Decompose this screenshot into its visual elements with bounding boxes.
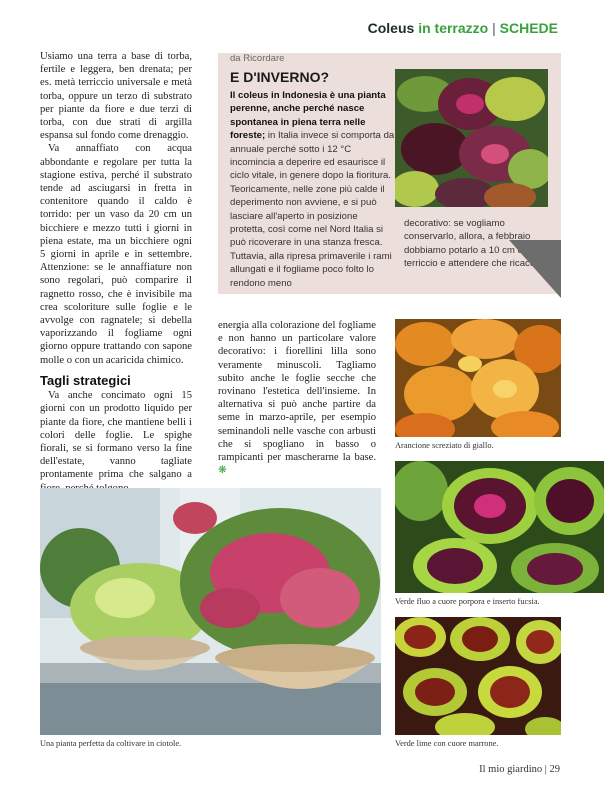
paragraph-continuation — [218, 319, 376, 477]
page-number: 29 — [549, 764, 560, 775]
article-column-2 — [218, 319, 376, 477]
box-kicker: da Ricordare — [230, 53, 285, 64]
header-section: SCHEDE — [499, 20, 558, 36]
magazine-name: Il mio giardino — [479, 764, 543, 775]
header-separator: | — [492, 20, 496, 36]
box-lead: Il coleus in Indonesia è una pianta perenne, anche perché nasce spontanea in piena terra nelle foreste; — [230, 90, 386, 142]
article-column-1 — [40, 50, 192, 367]
box-text-continued: decorativo: se vogliamo conservarlo, allora, a febbraio dobbiamo potarlo a 10 cm dal terriccio e attendere che ricacci. — [404, 218, 540, 270]
paragraph-fertilizing: Va anche concimato ogni 15 giorni con un prodotto liquido per piante da fiore, che mantiene belli i colori delle foglie. Le spighe fiorali, se si formano verso la fine dell'estate, vanno tagliate prontamente prima che salgano a — [40, 390, 192, 481]
caption-bowls: Una pianta perfetta da coltivare in ciotole. — [40, 739, 182, 748]
page-footer — [479, 764, 560, 775]
box-text — [230, 89, 395, 290]
caption-lime: Verde lime con cuore marrone. — [395, 739, 499, 748]
caption-orange: Arancione screziato di giallo. — [395, 441, 494, 450]
photo-coleus-bowls — [40, 488, 381, 735]
paragraph-watering: Va annaffiato con acqua abbondante e regolare per tutta la stagione estiva, perché il substrato tende ad asciugarsi in fretta in contenitore quando il caldo è torrido: per un vaso da 20 cm un bicchiere e mezzo tutti i giorni in piena estate, ma un bicchiere ogni 5 giorni in aprile e in settembre. Attenzione: se le annaffiature non sono regolari, può comparire il ragnetto rosso, che è invisibile ma crea scoloriture sulle foglie e le avvolge con ragnatele; si debella vaporizzando il fogliame ogni giorno oppure trattando con sapone molle o con un acaricida chimico. — [40, 143, 192, 366]
section-header — [368, 20, 558, 36]
paragraph-soil: Usiamo una terra a base di torba, fertile e leggera, ben drenata; per es. metà terriccio universale e metà torba, oppure un terzo di substrato per piante da fiore e due terzi di torba, con due strati di argilla espansa sul fondo come drenaggio. — [40, 51, 192, 142]
article-column-1-lower — [40, 374, 192, 495]
photo-orange-coleus — [395, 319, 561, 437]
caption-purple: Verde fluo a cuore porpora e inserto fucsia. — [395, 597, 540, 606]
header-topic: in terrazzo — [418, 20, 489, 36]
box-body: in Italia invece si comporta da annuale perché sotto i 12 °C incomincia a deperire ed esaurisce il ciclo vitale, in genere dopo la fioritura. Teoricamente, nelle zone più calde il deperimento non avviene, e si può lasciare all'aperto in posizione protetta, così come nel Nord Italia si può ricoverare in una stanza fresca. Tuttavia, alla ripresa primaverile i rami allungati e il fogliame poco folto lo rendono meno — [230, 130, 395, 289]
end-mark-icon: ❋ — [218, 465, 227, 477]
box-photo — [395, 69, 548, 207]
photo-lime-coleus — [395, 617, 561, 735]
corner-fold — [509, 240, 561, 298]
footer-separator: | — [544, 764, 547, 775]
photo-purple-coleus — [395, 461, 604, 593]
subheading-tagli: Tagli strategici — [40, 373, 131, 388]
header-plant: Coleus — [367, 20, 415, 36]
box-title: E D'INVERNO? — [230, 69, 330, 85]
paragraph-continuation-text: energia alla colorazione del fogliame e non hanno un particolare valore decorativo: i fiorellini lilla sono veramente minuscoli. Tagliamo subito anche le foglie secche che rovinano l'estetica dell'insieme. In alternativa si può anche partire da seme in marzo-aprile, per esempio seminandoli nelle vasche con arbusti che si spogliano in basso o rampicanti per mascherarne la base. — [218, 320, 376, 464]
